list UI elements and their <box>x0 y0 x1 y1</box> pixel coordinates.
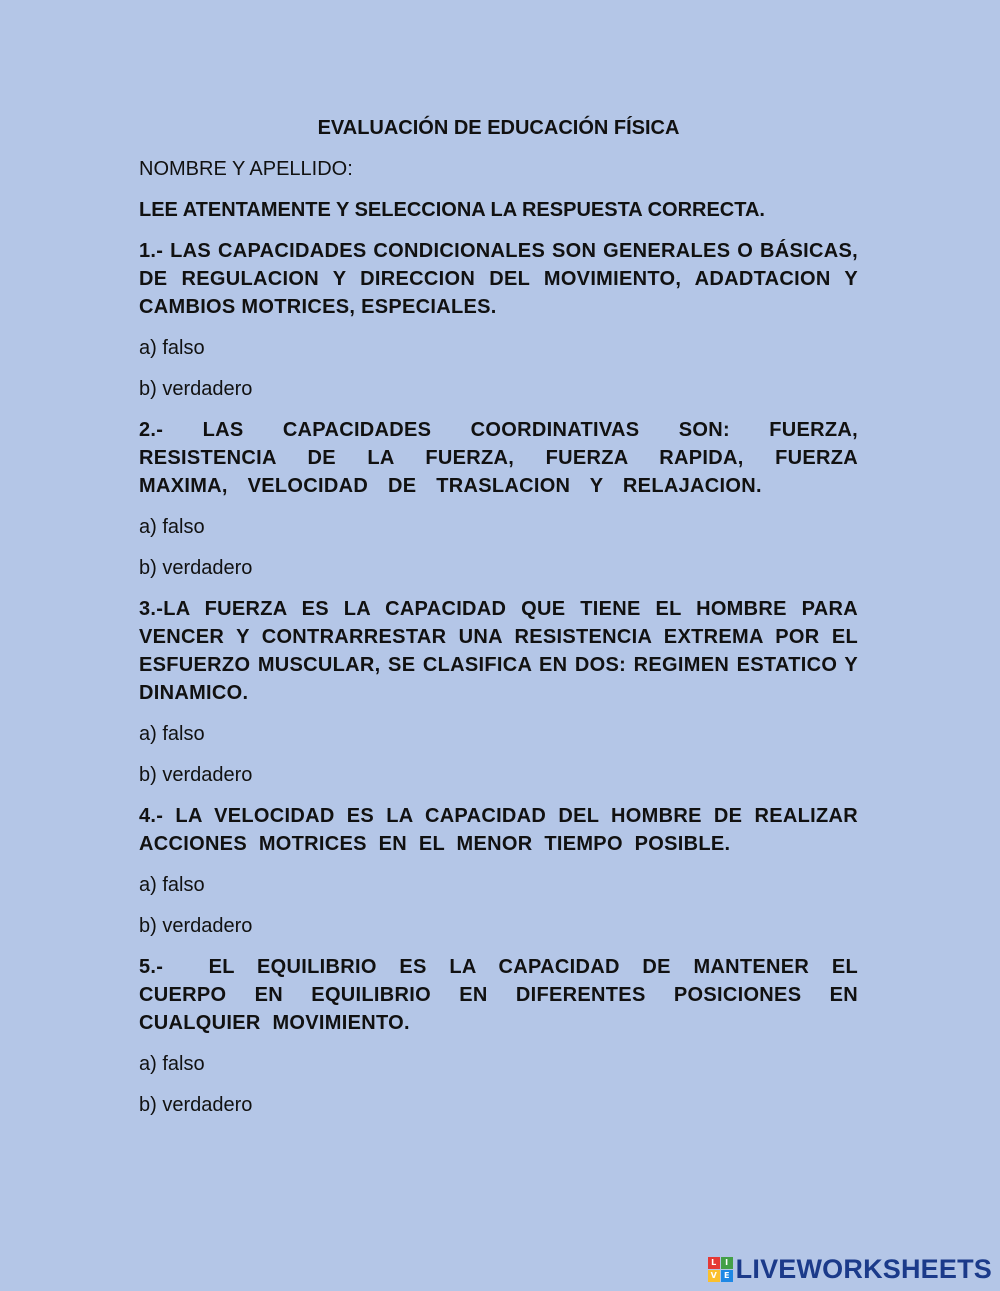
question-2-text: 2.- LAS CAPACIDADES COORDINATIVAS SON: FUERZA, RESISTENCIA DE LA FUERZA, FUERZA RAPIDA, FUERZA MAXIMA, VELOCIDAD DE TRASLACION Y RELAJACION. <box>139 419 858 497</box>
question-block-3 <box>139 595 858 789</box>
worksheet-page <box>139 114 870 1132</box>
question-3-option-b[interactable]: b) verdadero <box>139 764 253 786</box>
liveworksheets-logo[interactable] <box>708 1255 992 1283</box>
question-block-2 <box>139 416 858 582</box>
question-block-1 <box>139 237 858 403</box>
question-1-option-a[interactable]: a) falso <box>139 337 205 359</box>
question-5-option-a[interactable]: a) falso <box>139 1053 205 1075</box>
logo-letter-e: E <box>721 1270 733 1282</box>
liveworksheets-logo-icon <box>708 1257 733 1282</box>
name-field-label: NOMBRE Y APELLIDO: <box>139 158 353 180</box>
question-4-option-a[interactable]: a) falso <box>139 874 205 896</box>
question-4-option-b[interactable]: b) verdadero <box>139 915 253 937</box>
question-2-option-b[interactable]: b) verdadero <box>139 557 253 579</box>
question-2-option-a[interactable]: a) falso <box>139 516 205 538</box>
instructions-text: LEE ATENTAMENTE Y SELECCIONA LA RESPUESTA CORRECTA. <box>139 199 765 221</box>
question-5-option-b[interactable]: b) verdadero <box>139 1094 253 1116</box>
question-3-text: 3.-LA FUERZA ES LA CAPACIDAD QUE TIENE EL HOMBRE PARA VENCER Y CONTRARRESTAR UNA RESISTENCIA EXTREMA POR EL ESFUERZO MUSCULAR, SE CLASIFICA EN DOS: REGIMEN ESTATICO Y DINAMICO. <box>139 598 858 704</box>
question-3-option-a[interactable]: a) falso <box>139 723 205 745</box>
question-1-option-b[interactable]: b) verdadero <box>139 378 253 400</box>
question-1-text: 1.- LAS CAPACIDADES CONDICIONALES SON GENERALES O BÁSICAS, DE REGULACION Y DIRECCION DEL MOVIMIENTO, ADADTACION Y CAMBIOS MOTRICES, ESPECIALES. <box>139 240 858 318</box>
liveworksheets-logo-text: LIVEWORKSHEETS <box>735 1253 992 1284</box>
question-5-text: 5.- EL EQUILIBRIO ES LA CAPACIDAD DE MANTENER EL CUERPO EN EQUILIBRIO EN DIFERENTES POSICIONES EN CUALQUIER MOVIMIENTO. <box>139 956 870 1034</box>
page-title: EVALUACIÓN DE EDUCACIÓN FÍSICA <box>317 117 680 139</box>
question-block-5 <box>139 953 870 1119</box>
logo-letter-l: L <box>708 1257 720 1269</box>
question-4-text: 4.- LA VELOCIDAD ES LA CAPACIDAD DEL HOMBRE DE REALIZAR ACCIONES MOTRICES EN EL MENOR TIEMPO POSIBLE. <box>139 805 858 855</box>
logo-letter-i: I <box>721 1257 733 1269</box>
question-block-4 <box>139 802 858 940</box>
logo-letter-v: V <box>708 1270 720 1282</box>
